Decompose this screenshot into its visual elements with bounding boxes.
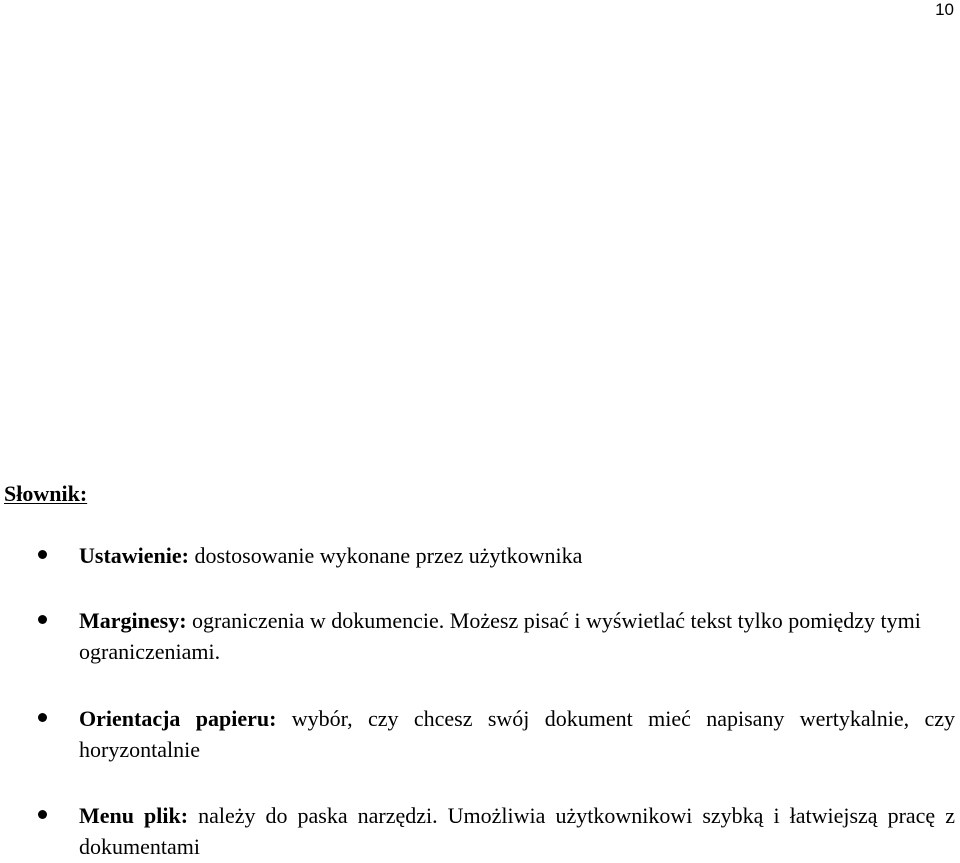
bullet-icon bbox=[38, 550, 47, 559]
glossary-item-orientacja-papieru bbox=[79, 703, 955, 765]
page-number: 10 bbox=[935, 0, 954, 19]
glossary-item-ustawienie bbox=[79, 540, 955, 571]
bullet-icon bbox=[38, 615, 47, 624]
bullet-icon bbox=[38, 713, 47, 722]
glossary-item-menu-plik bbox=[79, 800, 955, 862]
glossary-term: Menu plik: bbox=[79, 803, 189, 828]
glossary-term: Marginesy: bbox=[79, 608, 187, 633]
glossary-item-marginesy bbox=[79, 605, 955, 667]
glossary-term: Orientacja papieru: bbox=[79, 706, 277, 731]
glossary-definition: należy do paska narzędzi. Umożliwia użytkownikowi szybką i łatwiejszą pracę z dokumentami bbox=[79, 803, 955, 859]
bullet-icon bbox=[38, 810, 47, 819]
glossary-definition: dostosowanie wykonane przez użytkownika bbox=[188, 543, 583, 568]
glossary-definition: wybór, czy chcesz swój dokument mieć napisany wertykalnie, czy horyzontalnie bbox=[79, 706, 955, 762]
glossary-term: Ustawienie: bbox=[79, 543, 189, 568]
glossary-title: Słownik: bbox=[4, 481, 88, 506]
glossary-definition: ograniczenia w dokumencie. Możesz pisać i wyświetlać tekst tylko pomiędzy tymi ograniczeniami. bbox=[79, 608, 921, 664]
